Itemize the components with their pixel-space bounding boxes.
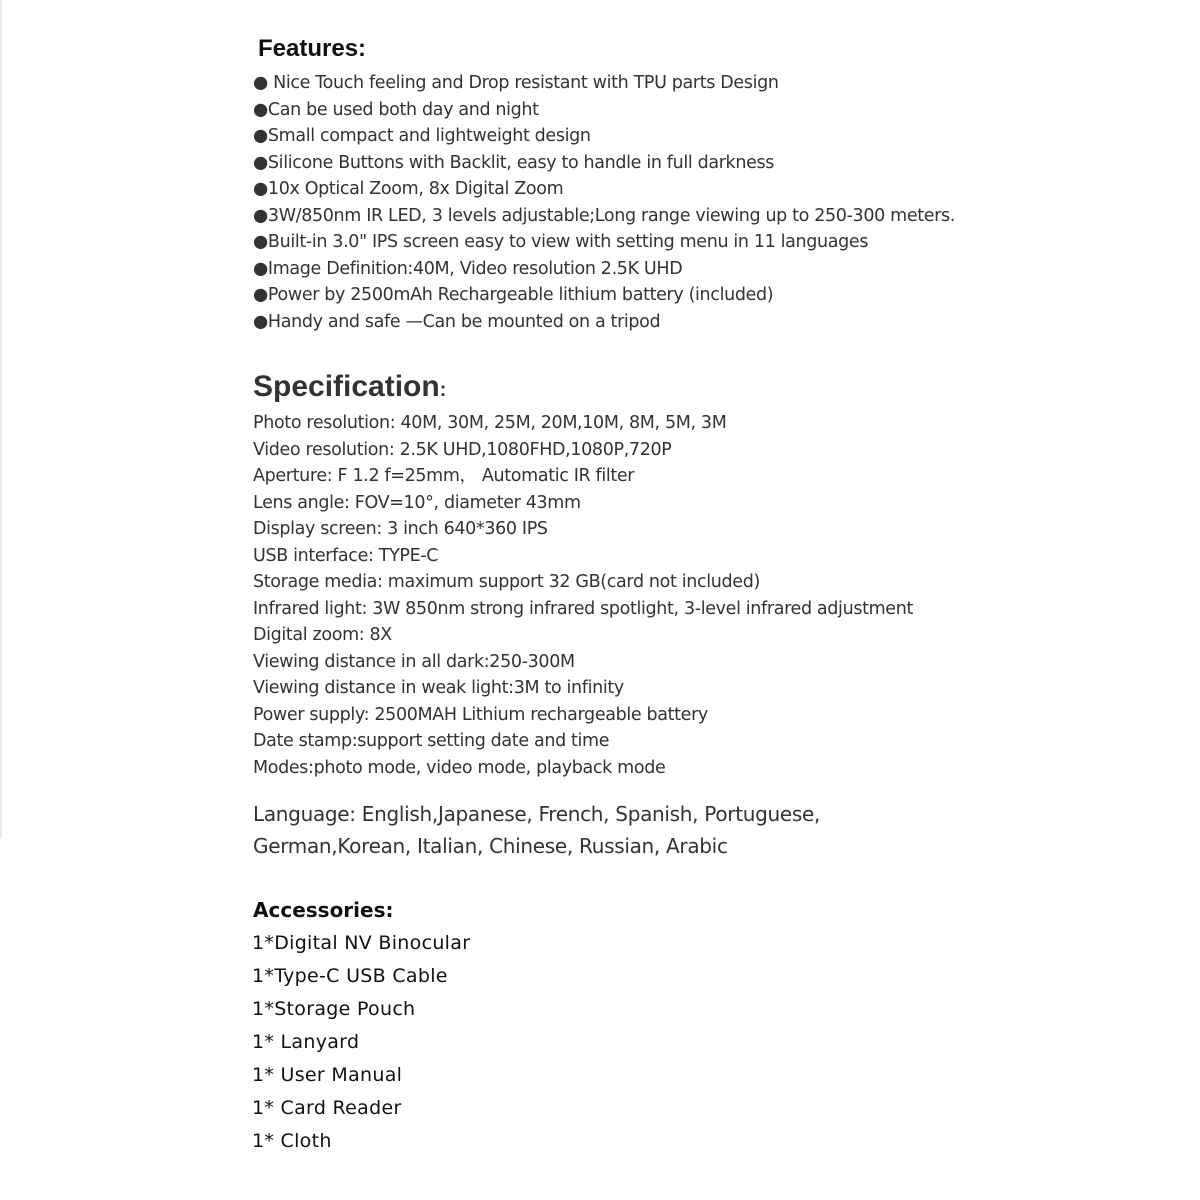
- features-heading: Features:: [258, 35, 367, 62]
- feature-item: ●Handy and safe —Can be mounted on a tripod: [253, 311, 661, 332]
- accessory-item: 1* Lanyard: [252, 1031, 360, 1053]
- spec-item: Modes:photo mode, video mode, playback mode: [253, 757, 666, 778]
- feature-item: ●Image Definition:40M, Video resolution 2.5K UHD: [253, 258, 683, 279]
- accessory-item: 1*Digital NV Binocular: [252, 932, 471, 954]
- spec-item: Photo resolution: 40M, 30M, 25M, 20M,10M, 8M, 5M, 3M: [253, 413, 727, 433]
- accessory-item: 1* Cloth: [252, 1130, 332, 1152]
- spec-item: Lens angle: FOV=10°, diameter 43mm: [253, 492, 581, 513]
- features-list: [253, 70, 955, 335]
- language-line-2: German,Korean, Italian, Chinese, Russian, Arabic: [253, 834, 728, 858]
- spec-item: Power supply: 2500MAH Lithium rechargeable battery: [253, 704, 708, 725]
- left-border-line: [0, 0, 2, 838]
- feature-item: ● Nice Touch feeling and Drop resistant with TPU parts Design: [253, 73, 779, 93]
- spec-item: Aperture: F 1.2 f=25mm， Automatic IR filter: [253, 466, 635, 486]
- spec-item: Date stamp:support setting date and time: [253, 731, 610, 751]
- accessory-item: 1*Storage Pouch: [252, 998, 416, 1020]
- feature-item: ●Power by 2500mAh Rechargeable lithium battery (included): [253, 285, 774, 305]
- language-line-1: Language: English,Japanese, French, Spanish, Portuguese,: [253, 802, 821, 826]
- accessories-list: [252, 927, 470, 1158]
- feature-item: ●3W/850nm IR LED, 3 levels adjustable;Long range viewing up to 250-300 meters.: [253, 205, 955, 226]
- spec-item: Display screen: 3 inch 640*360 IPS: [253, 519, 548, 539]
- spec-item: Digital zoom: 8X: [253, 625, 392, 645]
- feature-item: ●Can be used both day and night: [253, 99, 539, 120]
- specification-heading: [253, 367, 446, 410]
- feature-item: ●10x Optical Zoom, 8x Digital Zoom: [253, 179, 564, 199]
- language-paragraph: [253, 798, 820, 862]
- spec-item: Infrared light: 3W 850nm strong infrared spotlight, 3-level infrared adjustment: [253, 598, 913, 619]
- spec-item: Video resolution: 2.5K UHD,1080FHD,1080P,720P: [253, 439, 672, 460]
- accessory-item: 1*Type-C USB Cable: [252, 965, 448, 987]
- accessories-heading: Accessories:: [253, 898, 394, 922]
- feature-item: ●Silicone Buttons with Backlit, easy to handle in full darkness: [253, 152, 775, 173]
- accessory-item: 1* User Manual: [252, 1064, 403, 1086]
- spec-item: Storage media: maximum support 32 GB(card not included): [253, 572, 760, 592]
- spec-item: Viewing distance in all dark:250-300M: [253, 651, 575, 672]
- spec-item: USB interface: TYPE-C: [253, 545, 439, 566]
- specification-heading-text: Specification: [253, 370, 440, 403]
- feature-item: ●Built-in 3.0" IPS screen easy to view with setting menu in 11 languages: [253, 232, 869, 252]
- specification-list: [253, 410, 913, 781]
- specification-heading-colon: :: [439, 379, 447, 401]
- accessory-item: 1* Card Reader: [252, 1097, 402, 1119]
- feature-item: ●Small compact and lightweight design: [253, 126, 591, 146]
- spec-item: Viewing distance in weak light:3M to infinity: [253, 678, 624, 698]
